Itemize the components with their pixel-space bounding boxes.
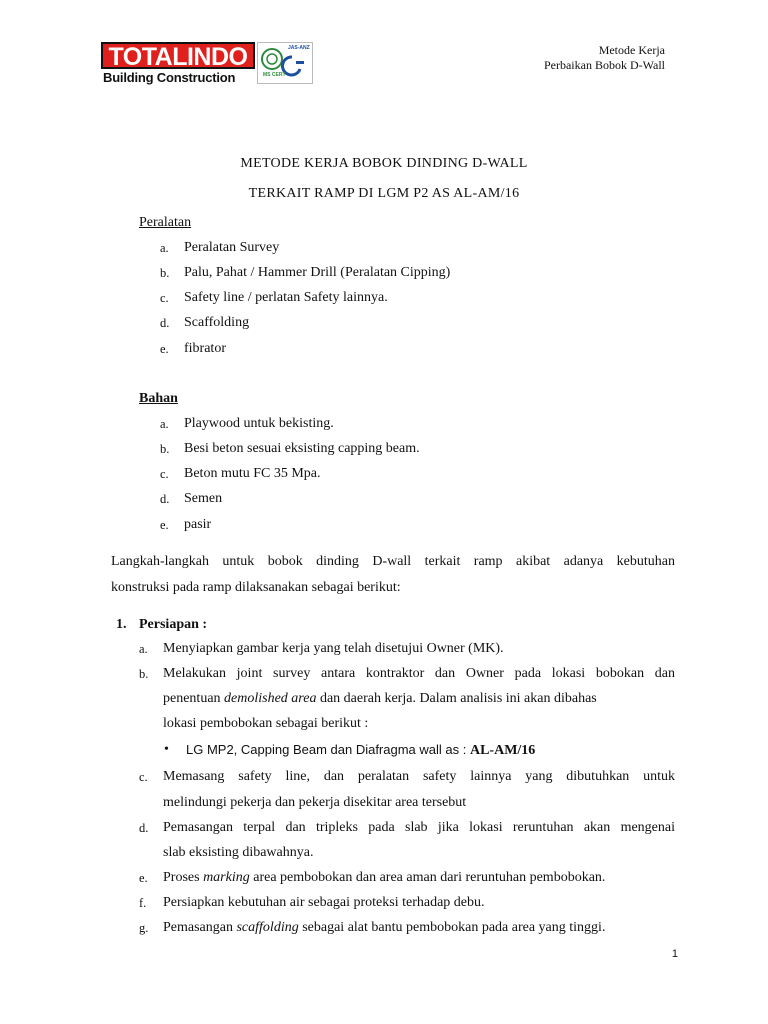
- cert-name-label: MS CERT: [263, 72, 286, 78]
- document-title-line1: METODE KERJA BOBOK DINDING D-WALL: [240, 156, 528, 171]
- peralatan-item-e: fibrator: [184, 341, 226, 356]
- persiapan-item-c-line2: melindungi pekerja dan pekerja disekitar area tersebut: [163, 795, 467, 810]
- header-doc-type: Metode Kerja: [598, 43, 665, 57]
- peralatan-marker-c: c.: [160, 291, 169, 305]
- persiapan-item-c-line1: Memasang safety line, dan peralatan safety lainnya yang dibutuhkan untuk: [163, 769, 675, 784]
- persiapan-item-a: Menyiapkan gambar kerja yang telah disetujui Owner (MK).: [163, 641, 504, 656]
- step-number-1: 1.: [116, 617, 127, 632]
- peralatan-item-d: Scaffolding: [184, 315, 250, 330]
- peralatan-marker-e: e.: [160, 342, 169, 356]
- persiapan-marker-g: g.: [139, 921, 149, 935]
- persiapan-item-d-line2: slab eksisting dibawahnya.: [163, 845, 314, 860]
- persiapan-marker-f: f.: [139, 896, 147, 910]
- cert-accreditation-label: JAS-ANZ: [288, 45, 310, 51]
- persiapan-g-pre: Pemasangan: [163, 920, 237, 935]
- persiapan-marker-c: c.: [139, 770, 148, 784]
- persiapan-b-bullet-text: LG MP2, Capping Beam dan Diafragma wall as :: [186, 742, 470, 757]
- page-number: 1: [671, 948, 678, 960]
- persiapan-e-italic: marking: [203, 870, 250, 885]
- persiapan-item-b-line3: lokasi pembobokan sebagai berikut :: [163, 716, 369, 731]
- bahan-marker-d: d.: [160, 492, 170, 506]
- bahan-marker-c: c.: [160, 467, 169, 481]
- persiapan-b-line2-italic: demolished area: [224, 691, 317, 706]
- persiapan-b-bullet: [186, 741, 535, 760]
- bahan-item-a: Playwood untuk bekisting.: [184, 416, 334, 431]
- persiapan-b-bullet-bold: AL-AM/16: [469, 743, 536, 758]
- persiapan-b-line2-pre: penentuan: [163, 691, 225, 706]
- persiapan-marker-a: a.: [139, 642, 148, 656]
- bahan-item-c: Beton mutu FC 35 Mpa.: [184, 466, 321, 481]
- bahan-marker-e: e.: [160, 518, 169, 532]
- bullet-icon: •: [164, 742, 169, 757]
- company-logo: [101, 42, 313, 84]
- persiapan-item-f: Persiapkan kebutuhan air sebagai proteksi terhadap debu.: [163, 895, 485, 910]
- peralatan-item-c: Safety line / perlatan Safety lainnya.: [184, 290, 388, 305]
- persiapan-item-b-line2: [163, 690, 675, 708]
- peralatan-marker-b: b.: [160, 266, 170, 280]
- section-heading-peralatan: Peralatan: [139, 215, 192, 230]
- persiapan-g-post: sebagai alat bantu pembobokan pada area yang tinggi.: [298, 920, 606, 935]
- persiapan-item-g: [163, 919, 605, 937]
- intro-paragraph-line1: Langkah-langkah untuk bobok dinding D-wall terkait ramp akibat adanya kebutuhan: [111, 554, 675, 569]
- document-title-line2: TERKAIT RAMP DI LGM P2 AS AL-AM/16: [248, 186, 520, 201]
- persiapan-item-e: [163, 869, 605, 887]
- peralatan-item-a: Peralatan Survey: [184, 240, 280, 255]
- peralatan-item-b: Palu, Pahat / Hammer Drill (Peralatan Cipping): [184, 265, 451, 280]
- persiapan-item-d-line1: Pemasangan terpal dan tripleks pada slab jika lokasi reruntuhan akan mengenai: [163, 820, 675, 835]
- bahan-marker-b: b.: [160, 442, 170, 456]
- certification-badge: [257, 42, 313, 84]
- peralatan-marker-d: d.: [160, 316, 170, 330]
- bahan-marker-a: a.: [160, 417, 169, 431]
- logo-wordmark: TOTALINDO: [101, 42, 255, 69]
- bahan-item-d: Semen: [184, 491, 223, 506]
- step-heading-persiapan: Persiapan :: [139, 617, 208, 632]
- section-heading-bahan: Bahan: [139, 391, 178, 406]
- persiapan-marker-b: b.: [139, 667, 149, 681]
- header-document-info: [544, 43, 665, 73]
- peralatan-marker-a: a.: [160, 241, 169, 255]
- bahan-item-b: Besi beton sesuai eksisting capping beam.: [184, 441, 420, 456]
- persiapan-e-pre: Proses: [163, 870, 204, 885]
- intro-paragraph-line2: konstruksi pada ramp dilaksanakan sebagai berikut:: [111, 580, 401, 595]
- header-doc-subject: Perbaikan Bobok D-Wall: [543, 58, 665, 72]
- persiapan-e-post: area pembobokan dan area aman dari reruntuhan pembobokan.: [249, 870, 606, 885]
- persiapan-item-b-line1: Melakukan joint survey antara kontraktor dan Owner pada lokasi bobokan dan: [163, 666, 675, 681]
- persiapan-marker-d: d.: [139, 821, 149, 835]
- persiapan-marker-e: e.: [139, 871, 148, 885]
- logo-subtitle: Building Construction: [103, 70, 236, 85]
- persiapan-g-italic: scaffolding: [236, 920, 299, 935]
- bahan-item-e: pasir: [184, 517, 212, 532]
- persiapan-b-line2-post: dan daerah kerja. Dalam analisis ini akan dibahas: [316, 691, 597, 706]
